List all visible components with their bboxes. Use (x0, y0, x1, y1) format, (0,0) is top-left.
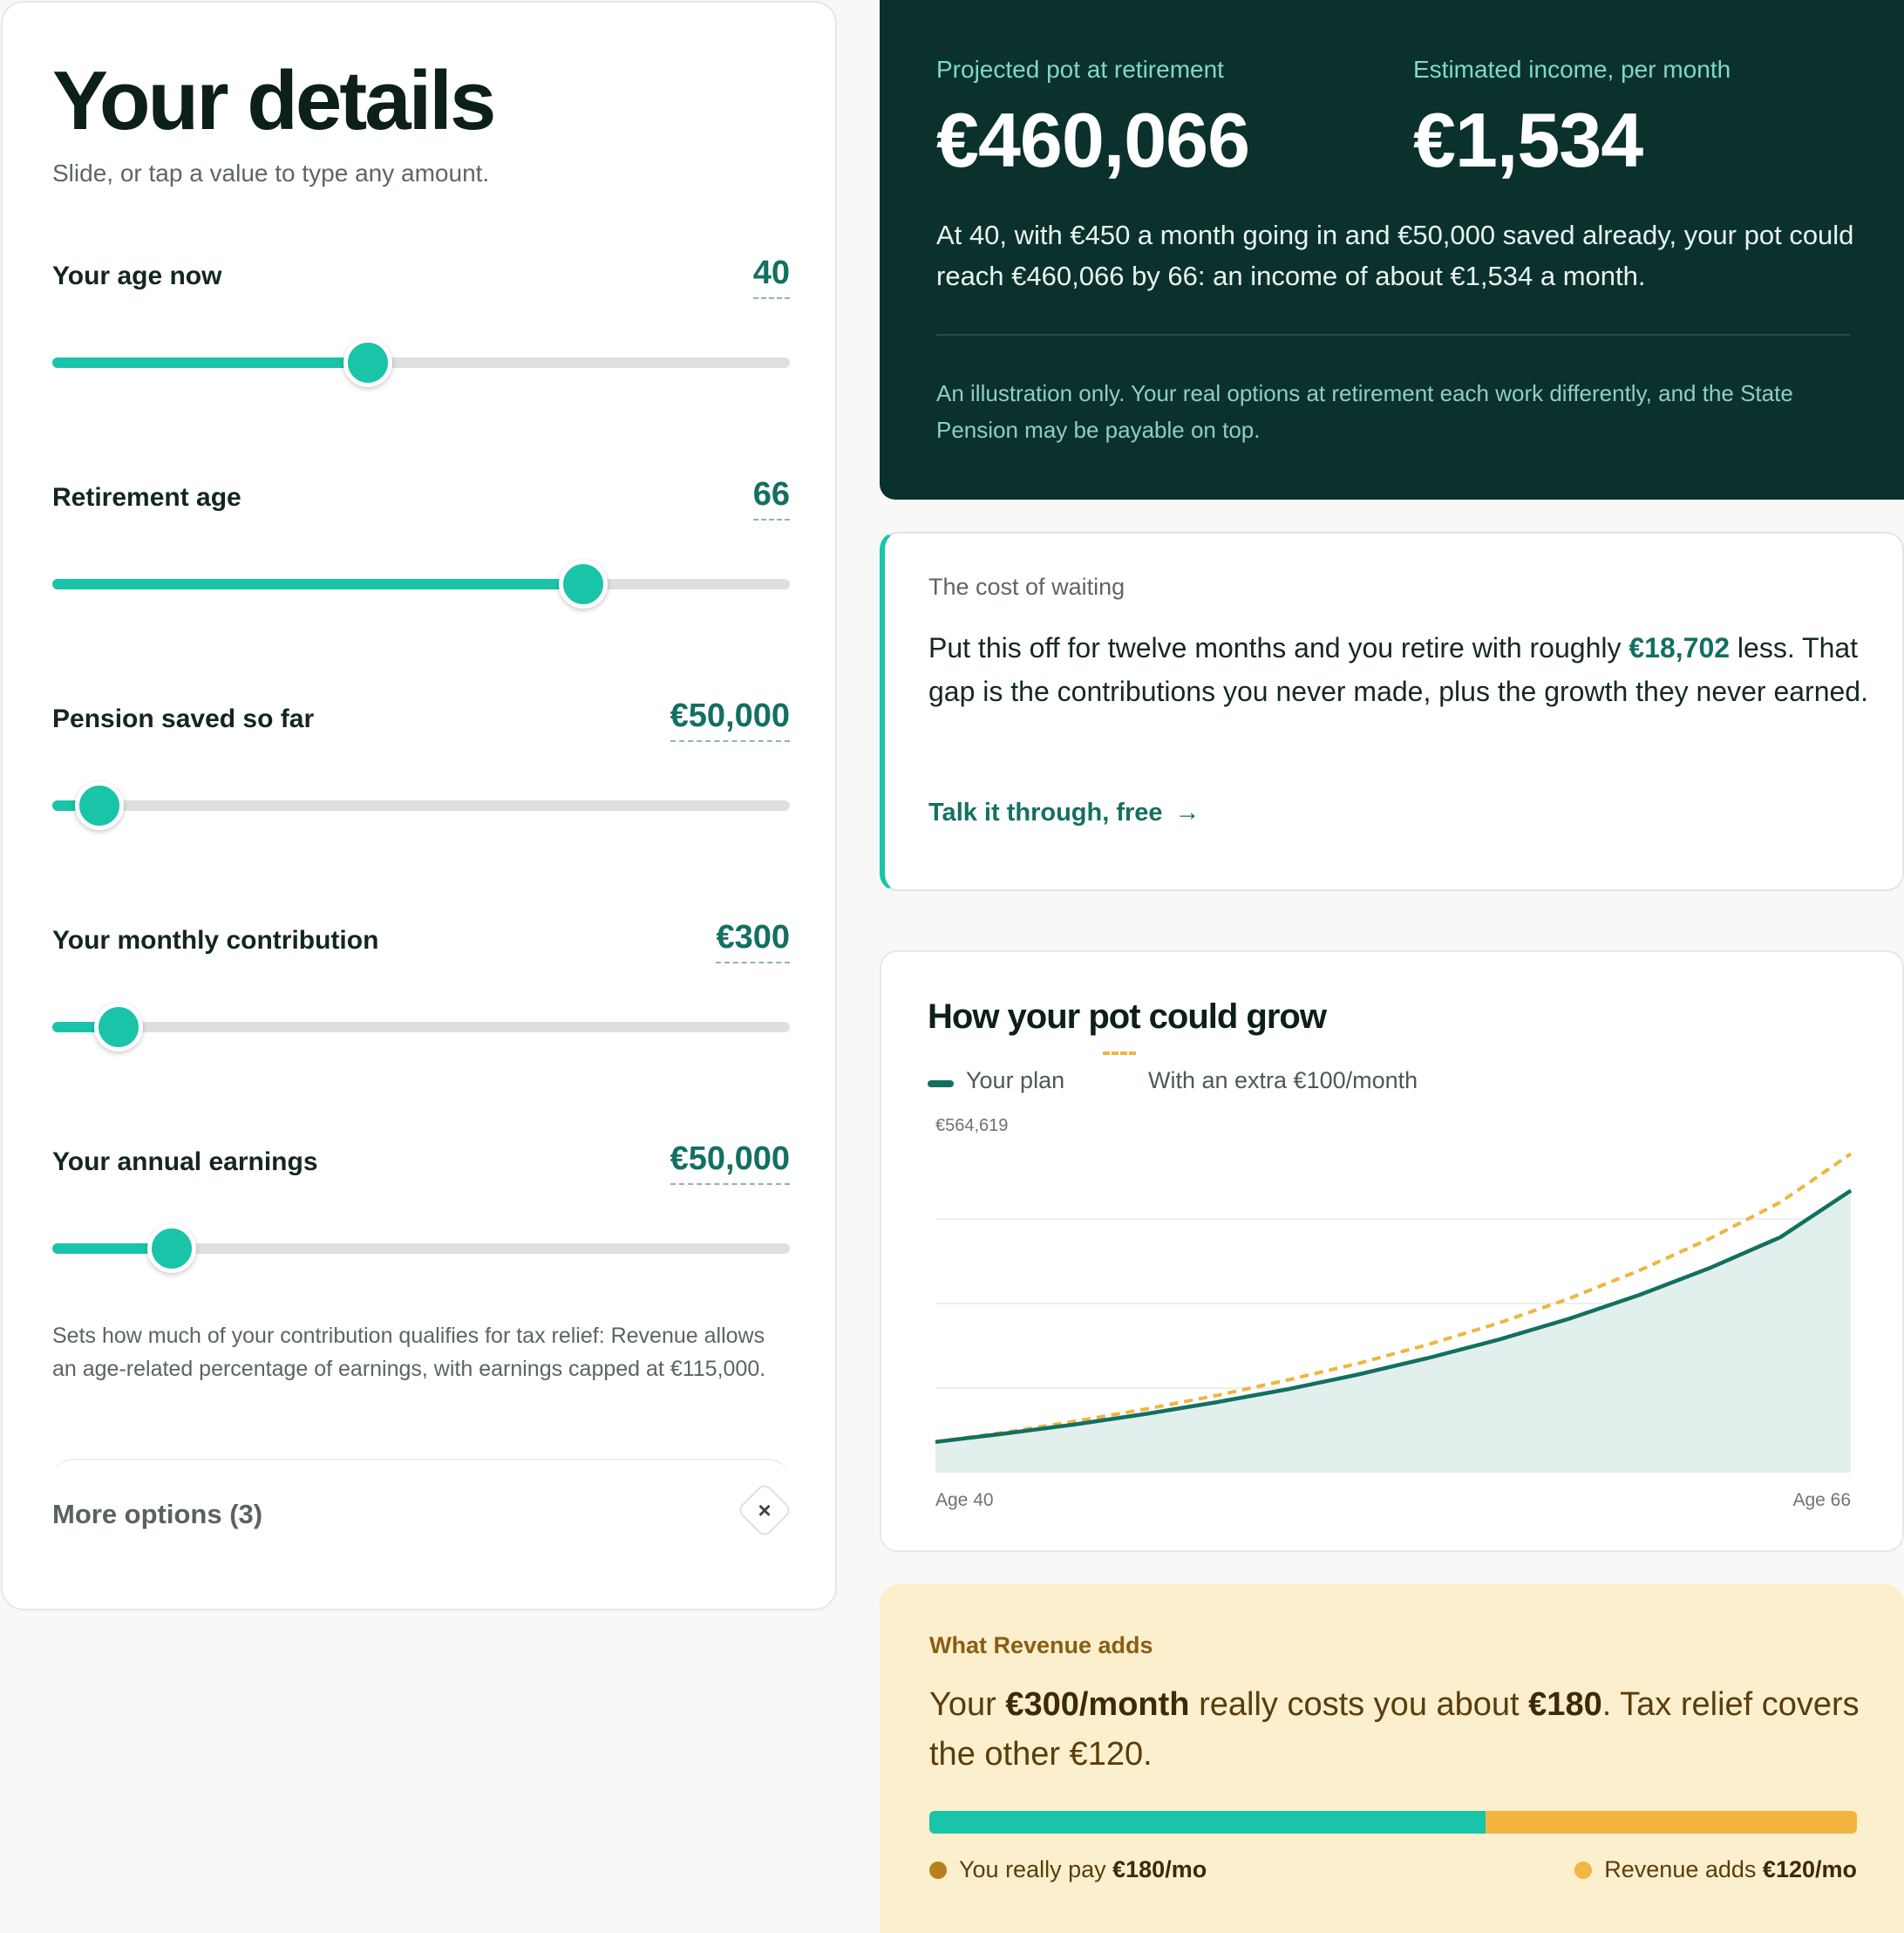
talk-it-through-link[interactable] (928, 799, 1200, 827)
annual-earnings-slider[interactable] (52, 1243, 790, 1254)
annual-earnings-slider-thumb[interactable] (147, 1224, 196, 1273)
annual-earnings-value[interactable]: €50,000 (670, 1138, 790, 1185)
revenue-adds-amount: €120/mo (1762, 1856, 1857, 1882)
retirement-age-slider-thumb[interactable] (559, 560, 608, 609)
annual-earnings-label: Your annual earnings (52, 1147, 318, 1176)
cost-text-after: less. That gap is the contributions you never made, plus the growth they never earned. (928, 632, 1868, 707)
revenue-text (929, 1680, 1871, 1780)
monthly-contribution-slider[interactable] (52, 1022, 790, 1032)
revenue-adds-text: Revenue adds (1604, 1856, 1763, 1882)
page-subtitle: Slide, or tap a value to type any amount. (52, 160, 490, 187)
revenue-adds-dot (1574, 1862, 1592, 1879)
projection-summary: At 40, with €450 a month going in and €50,000 saved already, your pot could reach €460,066 by 66: an income of about €1,534 a month. (936, 220, 1854, 291)
monthly-contribution-field (52, 919, 790, 1098)
age-now-label: Your age now (52, 262, 222, 290)
age-now-slider-fill (52, 357, 368, 368)
revenue-monthly-amount: €300/month (1005, 1686, 1190, 1723)
revenue-t1: Your (929, 1686, 1006, 1723)
you-pay-legend (929, 1856, 1207, 1883)
y-max-label: €564,619 (935, 1116, 1009, 1135)
monthly-contribution-value[interactable]: €300 (716, 916, 790, 963)
more-options-label: More options (3) (52, 1499, 263, 1529)
revenue-t3: . Tax relief covers the other €120. (929, 1686, 1860, 1773)
age-now-slider-thumb[interactable] (343, 338, 392, 387)
pension-saved-field (52, 698, 790, 876)
arrow-right-icon: → (1174, 799, 1200, 827)
retirement-age-slider[interactable] (52, 579, 790, 589)
age-now-slider[interactable] (52, 357, 790, 368)
you-pay-dot (929, 1862, 947, 1879)
x-start-label: Age 40 (935, 1490, 994, 1510)
split-revenue-adds (1486, 1811, 1857, 1834)
more-options-toggle[interactable] (52, 1459, 790, 1563)
talk-link-label: Talk it through, free (928, 799, 1163, 827)
legend-extra-label: With an extra €100/month (1148, 1067, 1418, 1093)
illustration-note: An illustration only. Your real options at retirement each work differently, and the State Pension may be payable on top. (936, 380, 1793, 443)
revenue-adds-legend (1574, 1856, 1857, 1883)
revenue-t2: really costs you about (1189, 1686, 1529, 1723)
pot-label: Projected pot at retirement (936, 56, 1224, 83)
page-title: Your details (52, 54, 494, 147)
pension-saved-slider[interactable] (52, 800, 790, 811)
earnings-help-text: Sets how much of your contribution qualifies for tax relief: Revenue allows an age-related percentage of earnings, with earnings capped at €115,000. (52, 1324, 766, 1381)
split-you-pay (929, 1811, 1486, 1834)
you-pay-amount: €180/mo (1112, 1856, 1207, 1882)
revenue-label: What Revenue adds (929, 1632, 1153, 1658)
age-now-value[interactable]: 40 (753, 252, 790, 299)
x-end-label: Age 66 (1792, 1490, 1851, 1510)
legend-your-plan-label: Your plan (966, 1067, 1065, 1093)
income-value: €1,534 (1413, 97, 1643, 183)
cost-of-waiting-text (928, 626, 1870, 713)
retirement-age-field (52, 476, 790, 655)
cost-of-waiting-label: The cost of waiting (928, 574, 1125, 600)
revenue-adds-card (880, 1584, 1904, 1933)
close-icon[interactable]: × (736, 1481, 792, 1538)
cost-of-waiting-card (880, 532, 1904, 891)
cost-amount: €18,702 (1629, 632, 1731, 664)
age-now-field (52, 255, 790, 433)
monthly-contribution-slider-thumb[interactable] (94, 1003, 143, 1052)
legend-your-plan (928, 1067, 1064, 1094)
details-panel (1, 1, 837, 1610)
legend-solid-swatch (928, 1080, 954, 1087)
pot-value: €460,066 (936, 97, 1250, 183)
retirement-age-value[interactable]: 66 (753, 473, 790, 521)
your-plan-area (935, 1191, 1851, 1474)
pot-growth-chart-card (880, 950, 1904, 1552)
income-label: Estimated income, per month (1413, 56, 1731, 83)
retirement-age-label: Retirement age (52, 483, 241, 512)
you-pay-text: You really pay (959, 1856, 1113, 1882)
legend-extra (1148, 1067, 1418, 1094)
legend-dashed-swatch (1103, 1052, 1136, 1055)
divider (936, 334, 1850, 336)
annual-earnings-field (52, 1140, 790, 1319)
monthly-contribution-label: Your monthly contribution (52, 926, 379, 955)
chart-title: How your pot could grow (928, 997, 1326, 1036)
retirement-age-slider-fill (52, 579, 583, 589)
projection-hero (880, 0, 1904, 500)
pension-saved-slider-thumb[interactable] (75, 781, 124, 830)
cost-split-bar (929, 1811, 1857, 1834)
pot-growth-chart (881, 952, 1902, 1550)
revenue-real-cost: €180 (1528, 1686, 1602, 1723)
cost-text-before: Put this off for twelve months and you retire with roughly (928, 632, 1629, 664)
pension-saved-label: Pension saved so far (52, 704, 315, 733)
pension-saved-value[interactable]: €50,000 (670, 695, 790, 742)
